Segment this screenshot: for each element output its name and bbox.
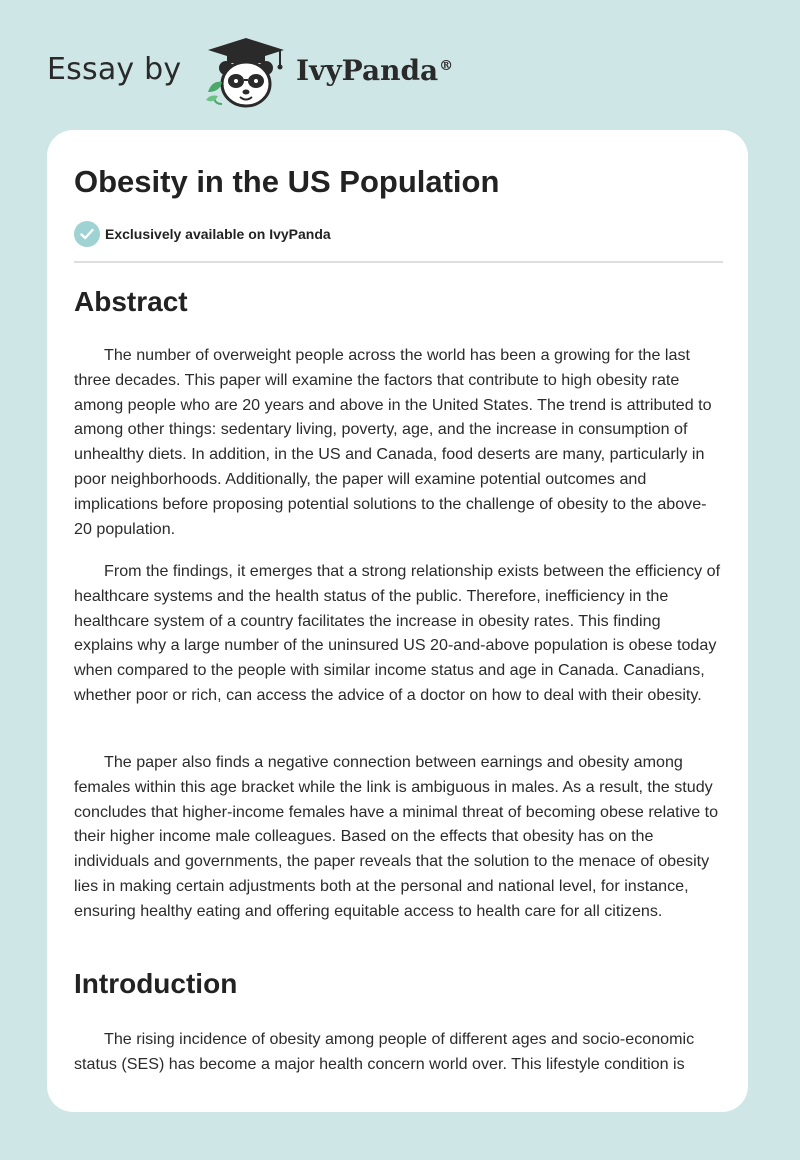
essay-card (47, 130, 748, 1112)
divider (74, 261, 723, 263)
site-header (0, 0, 800, 120)
badge-label: Exclusively available on IvyPanda (105, 226, 331, 242)
abstract-paragraph-3: The paper also finds a negative connection between earnings and obesity among females within this age bracket while the link is ambiguous in males. As a result, the study concludes that higher-income females have a minimal threat of becoming obese relative to their higher income male colleagues. Based on the effects that obesity has on the individuals and governments, the paper reveals that the solution to the menace of obesity lies in making certain adjustments both at the personal and national level, for instance, ensuring healthy eating and offering equitable access to health care for all citizens. (74, 753, 719, 920)
section-heading-abstract: Abstract (74, 286, 188, 317)
abstract-paragraph-1: The number of overweight people across the world has been a growing for the last three decades. This paper will examine the factors that contribute to high obesity rate among people who are 20 years and above in the United States. The trend is attributed to among other things: sedentary living, poverty, age, and the increase in consumption of unhealthy diets. In addition, in the US and Canada, food deserts are many, particularly in poor neighborhoods. Additionally, the paper will examine potential outcomes and implications before proposing potential solutions to the challenge of obesity to the above-20 population. (74, 346, 712, 538)
section-heading-introduction: Introduction (74, 968, 238, 999)
panda-graduate-icon[interactable] (200, 36, 292, 110)
essay-by-label: Essay by (47, 52, 182, 87)
brand-name[interactable] (296, 54, 453, 87)
brand-text: IvyPanda (296, 54, 439, 87)
abstract-paragraph-2: From the findings, it emerges that a strong relationship exists between the efficiency of healthcare systems and the health status of the public. Therefore, inefficiency in the healthcare system of a country facilitates the increase in obesity rates. This finding explains why a large number of the uninsured US 20-and-above population is obese today when compared to the people with similar income status and age in Canada. Canadians, whether poor or rich, can access the advice of a doctor on how to deal with their obesity. (74, 562, 721, 704)
page-title: Obesity in the US Population (74, 164, 500, 199)
introduction-paragraph-1: The rising incidence of obesity among people of different ages and socio-economic status (SES) has become a major health concern world over. This lifestyle condition is (74, 1030, 695, 1073)
registered-mark: ® (439, 57, 454, 74)
exclusive-badge (74, 220, 331, 248)
check-circle-icon (74, 221, 100, 247)
